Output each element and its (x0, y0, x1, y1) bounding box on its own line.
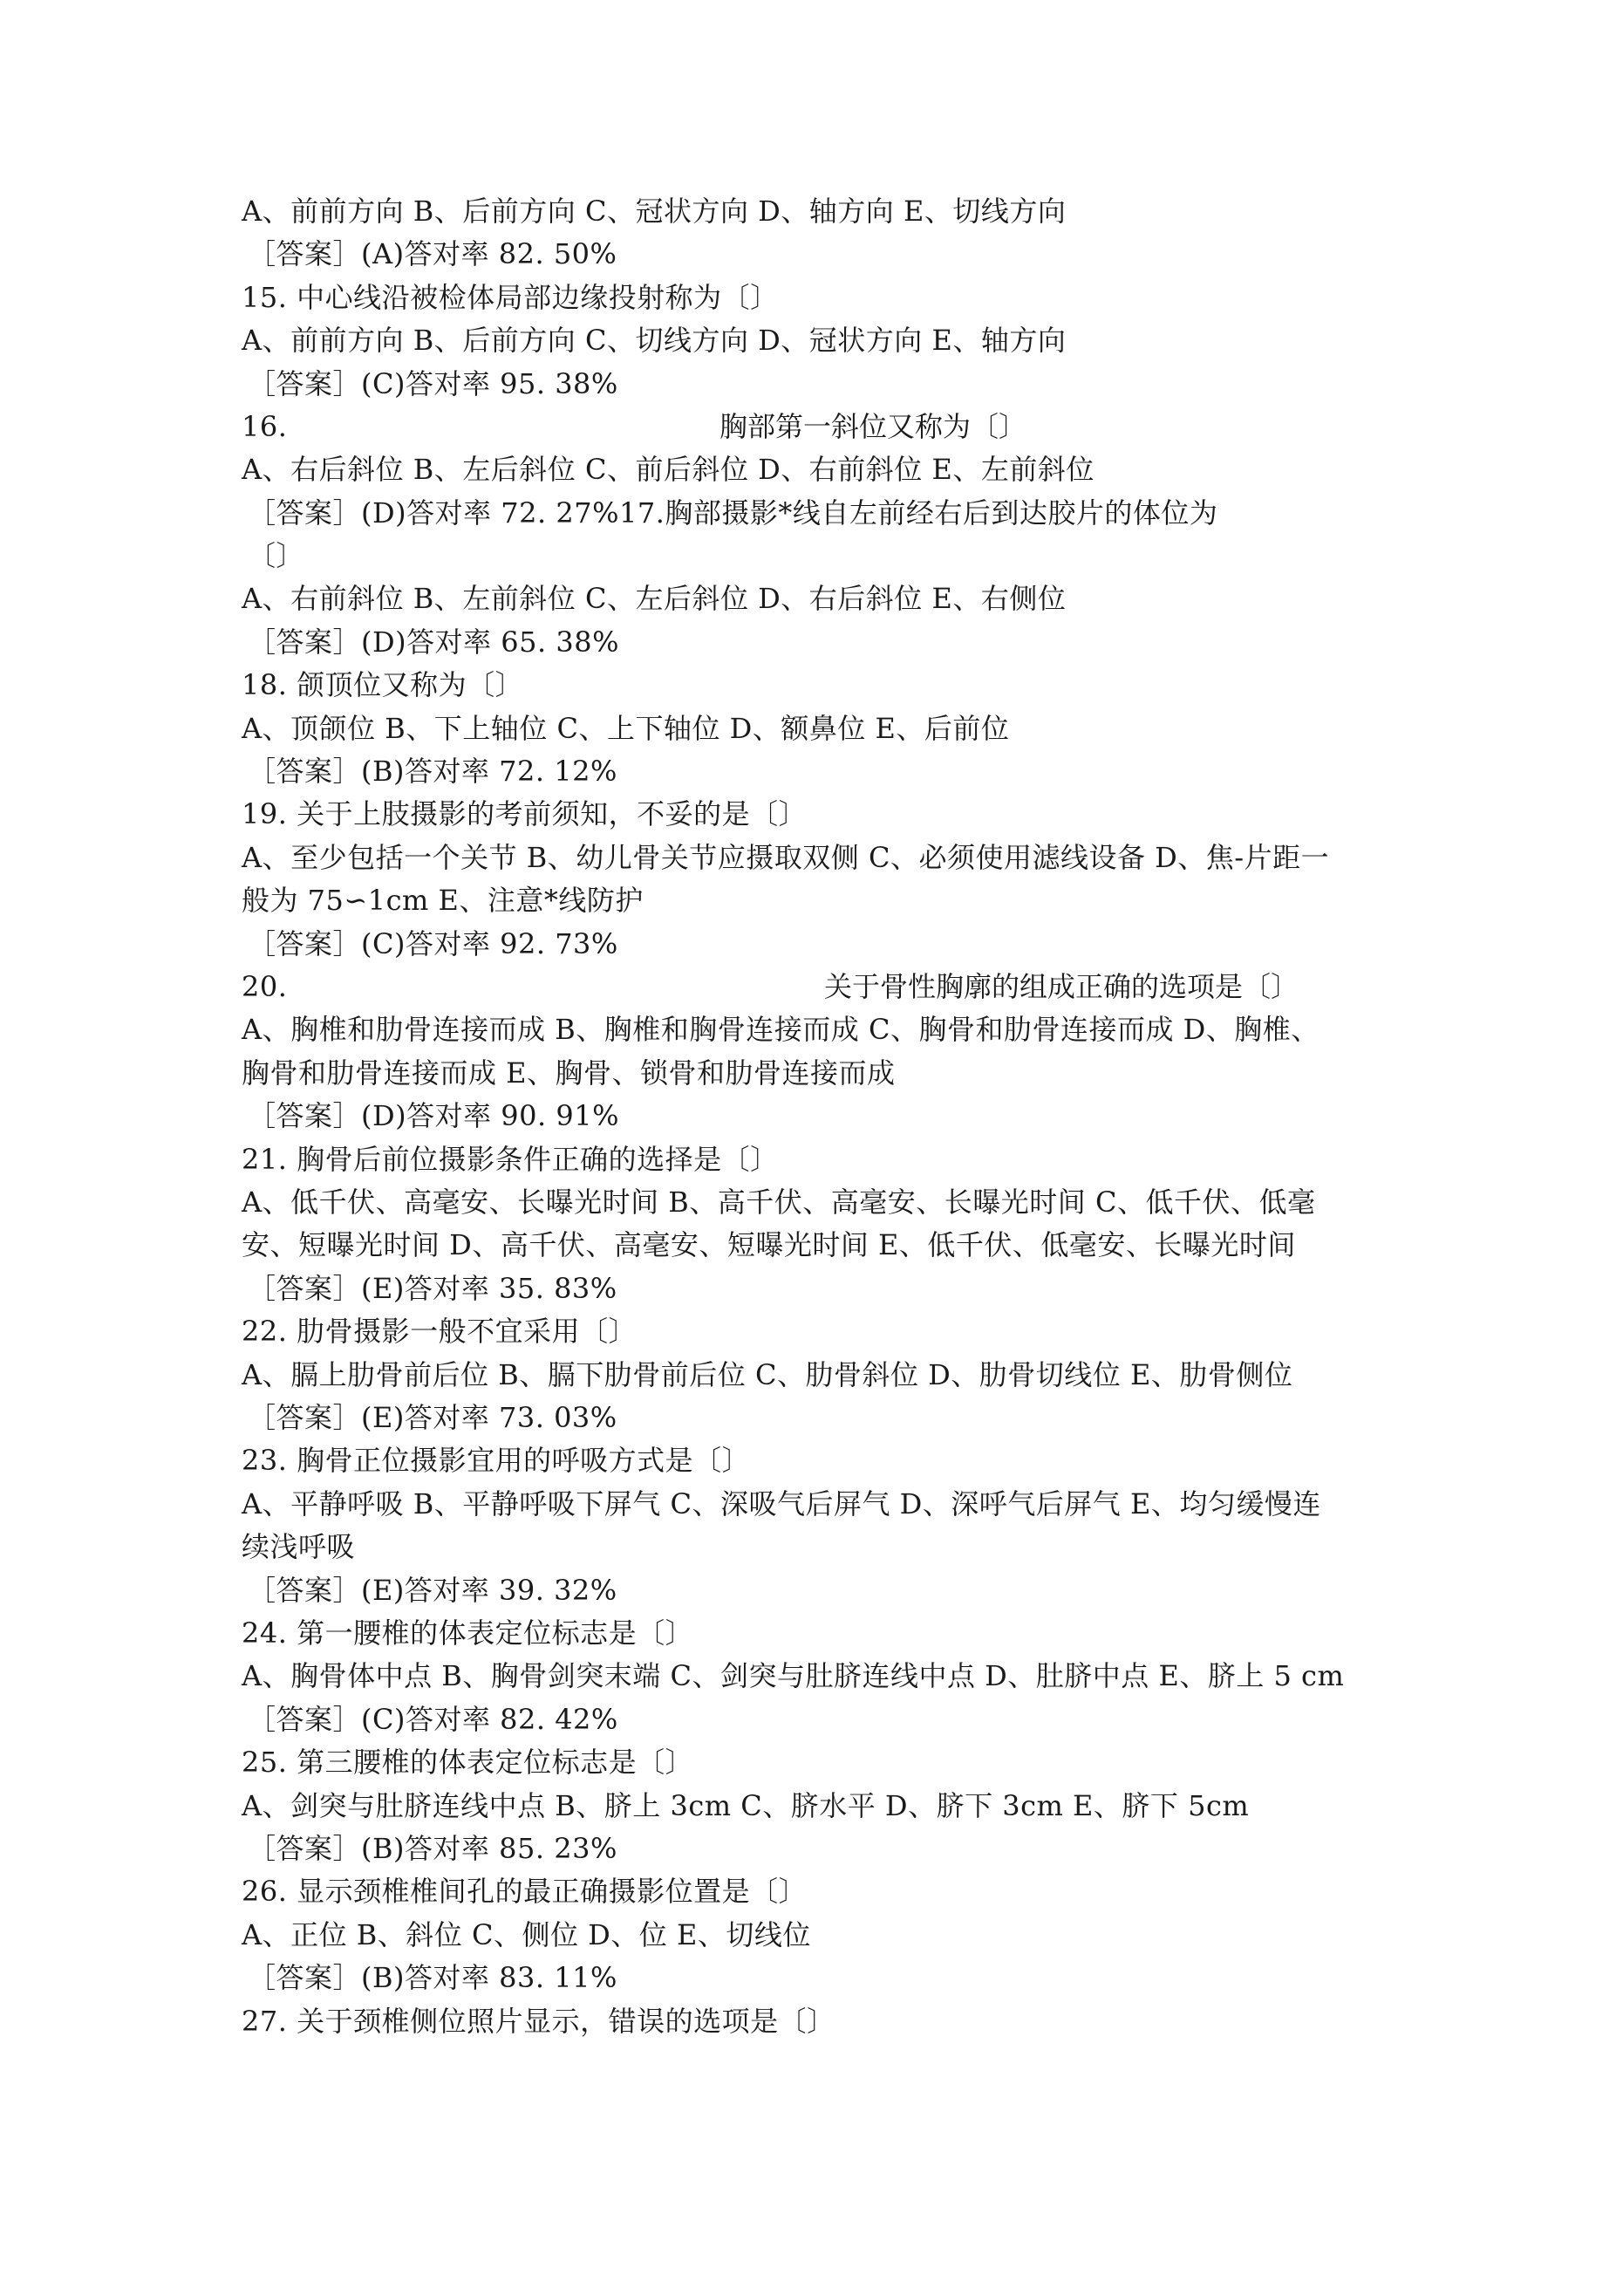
question-number: 16. (242, 410, 288, 443)
question-text: 胸部第一斜位又称为〔〕 (719, 410, 1027, 443)
option-line: A、胸椎和肋骨连接而成 B、胸椎和胸骨连接而成 C、胸骨和肋骨连接而成 D、胸椎、 (242, 1013, 1320, 1046)
option-line: A、剑突与肚脐连线中点 B、脐上 3cm C、脐水平 D、脐下 3cm E、脐下 5cm (242, 1789, 1250, 1822)
option-line: A、顶颌位 B、下上轴位 C、上下轴位 D、额鼻位 E、后前位 (242, 712, 1010, 745)
question-continuation: 〔〕 (248, 539, 305, 572)
option-line: A、右前斜位 B、左前斜位 C、左后斜位 D、右后斜位 E、右侧位 (242, 582, 1067, 615)
question-line: 21. 胸骨后前位摄影条件正确的选择是〔〕 (242, 1143, 779, 1176)
answer-line: ［答案］(E)答对率 73. 03% (248, 1401, 617, 1434)
option-line: A、正位 B、斜位 C、侧位 D、位 E、切线位 (242, 1918, 811, 1951)
option-line: A、至少包括一个关节 B、幼儿骨关节应摄取双侧 C、必须使用滤线设备 D、焦-片距一 (242, 841, 1330, 874)
question-line: 22. 肋骨摄影一般不宜采用〔〕 (242, 1315, 638, 1348)
answer-line: ［答案］(D)答对率 90. 91% (248, 1099, 619, 1132)
answer-line: ［答案］(C)答对率 95. 38% (248, 367, 618, 400)
answer-line: ［答案］(E)答对率 35. 83% (248, 1272, 617, 1305)
option-line-continued: 续浅呼吸 (242, 1530, 356, 1563)
question-line: 24. 第一腰椎的体表定位标志是〔〕 (242, 1616, 694, 1650)
question-line: 23. 胸骨正位摄影宜用的呼吸方式是〔〕 (242, 1444, 751, 1477)
option-line: A、膈上肋骨前后位 B、膈下肋骨前后位 C、肋骨斜位 D、肋骨切线位 E、肋骨侧位 (242, 1358, 1293, 1391)
question-line: 18. 颌顶位又称为〔〕 (242, 668, 524, 701)
question-line: 19. 关于上肢摄影的考前须知，不妥的是〔〕 (242, 797, 808, 830)
question-line: 15. 中心线沿被检体局部边缘投射称为〔〕 (242, 281, 779, 314)
option-line-continued: 安、短曝光时间 D、高千伏、高毫安、短曝光时间 E、低千伏、低毫安、长曝光时间 (242, 1228, 1296, 1261)
question-number: 20. (242, 970, 288, 1003)
option-line: A、右后斜位 B、左后斜位 C、前后斜位 D、右前斜位 E、左前斜位 (242, 453, 1095, 486)
answer-line: ［答案］(C)答对率 92. 73% (248, 927, 618, 960)
question-line: 27. 关于颈椎侧位照片显示，错误的选项是〔〕 (242, 2005, 835, 2038)
option-line-continued: 般为 75∽1cm E、注意*线防护 (242, 884, 644, 917)
option-line: A、胸骨体中点 B、胸骨剑突末端 C、剑突与肚脐连线中点 D、肚脐中点 E、脐上 5 cm (242, 1659, 1345, 1692)
answer-line: ［答案］(D)答对率 72. 27%17.胸部摄影*线自左前经右后到达胶片的体位为 (248, 496, 1218, 530)
answer-line: ［答案］(E)答对率 39. 32% (248, 1574, 617, 1607)
option-line-continued: 胸骨和肋骨连接而成 E、胸骨、锁骨和肋骨连接而成 (242, 1056, 896, 1090)
question-line: 26. 显示颈椎椎间孔的最正确摄影位置是〔〕 (242, 1875, 808, 1908)
answer-line: ［答案］(D)答对率 65. 38% (248, 625, 619, 659)
question-text: 关于骨性胸廓的组成正确的选项是〔〕 (824, 970, 1299, 1003)
answer-line: ［答案］(B)答对率 85. 23% (248, 1832, 617, 1865)
option-line: A、前前方向 B、后前方向 C、切线方向 D、冠状方向 E、轴方向 (242, 324, 1067, 357)
answer-line: ［答案］(C)答对率 82. 42% (248, 1703, 618, 1736)
option-line: A、低千伏、高毫安、长曝光时间 B、高千伏、高毫安、长曝光时间 C、低千伏、低毫 (242, 1186, 1316, 1219)
option-line: A、平静呼吸 B、平静呼吸下屏气 C、深吸气后屏气 D、深呼气后屏气 E、均匀缓慢连 (242, 1487, 1321, 1520)
answer-line: ［答案］(A)答对率 82. 50% (248, 237, 617, 270)
option-line: A、前前方向 B、后前方向 C、冠状方向 D、轴方向 E、切线方向 (242, 195, 1067, 228)
answer-line: ［答案］(B)答对率 83. 11% (248, 1961, 617, 1994)
question-line: 25. 第三腰椎的体表定位标志是〔〕 (242, 1746, 694, 1779)
answer-line: ［答案］(B)答对率 72. 12% (248, 755, 617, 788)
